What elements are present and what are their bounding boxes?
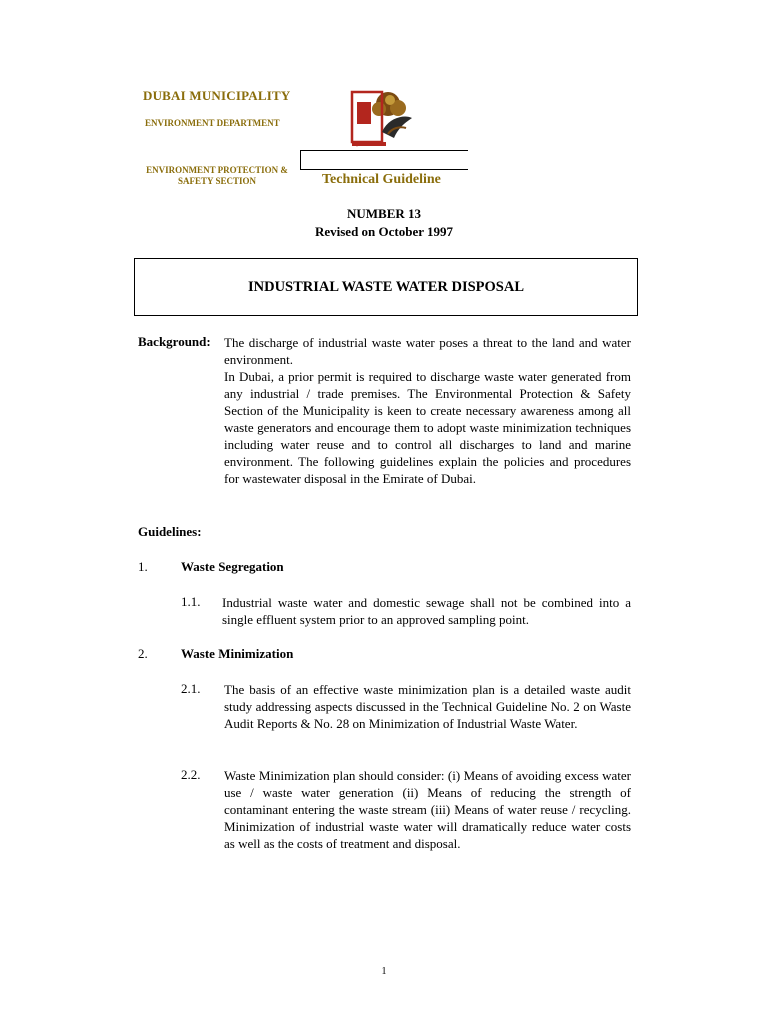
background-text	[224, 334, 631, 487]
section-name: ENVIRONMENT PROTECTION & SAFETY SECTION	[146, 165, 288, 186]
item-text: The basis of an effective waste minimization plan is a detailed waste audit study addressing aspects discussed in the Technical Guideline No. 2 on Waste Audit Reports & No. 28 on Minimization of Industrial Waste Water.	[224, 682, 631, 731]
background-label: Background:	[138, 334, 211, 349]
revision-date: Revised on October 1997	[314, 224, 454, 239]
document-number: NUMBER 13	[346, 206, 422, 221]
svg-text:·: ·	[356, 144, 358, 150]
item-number: 1.1.	[181, 594, 201, 609]
item-number: 2.1.	[181, 681, 201, 696]
department-name: ENVIRONMENT DEPARTMENT	[145, 118, 280, 128]
item-number: 2.2.	[181, 767, 201, 782]
dubai-municipality-logo-icon	[348, 88, 416, 150]
item-text: Waste Minimization plan should consider: (i) Means of avoiding excess water use / waste water generation (ii) Means of reducing the strength of contaminant entering the waste stream (iii) Means of water reuse / recycling. Minimization of industrial waste water will dramatically reduce water costs as well as the costs of treatment and disposal.	[224, 768, 631, 851]
section-number: 1.	[138, 559, 148, 574]
title-box	[134, 258, 638, 316]
section-title: Waste Segregation	[181, 559, 284, 574]
organization-name: DUBAI MUNICIPALITY	[143, 88, 291, 103]
item-text: Industrial waste water and domestic sewage shall not be combined into a single effluent system prior to an approved sampling point.	[222, 595, 631, 627]
guidelines-label: Guidelines:	[138, 524, 202, 539]
background-paragraph-1: The discharge of industrial waste water poses a threat to the land and water environment.	[224, 335, 631, 367]
guideline-frame	[300, 150, 468, 170]
background-paragraph-2: In Dubai, a prior permit is required to discharge waste water generated from any industrial / trade premises. The Environmental Protection & Safety Section of the Municipality is keen to create necessary awareness among all waste generators and encourage them to adopt waste minimization techniques including water reuse and to control all discharges to land and marine environment. The following guidelines explain the policies and procedures for wastewater disposal in the Emirate of Dubai.	[224, 369, 631, 486]
section-number: 2.	[138, 646, 148, 661]
document-title: INDUSTRIAL WASTE WATER DISPOSAL	[248, 278, 524, 295]
section-title: Waste Minimization	[181, 646, 294, 661]
page-number: 1	[381, 966, 387, 977]
document-type: Technical Guideline	[322, 172, 441, 187]
